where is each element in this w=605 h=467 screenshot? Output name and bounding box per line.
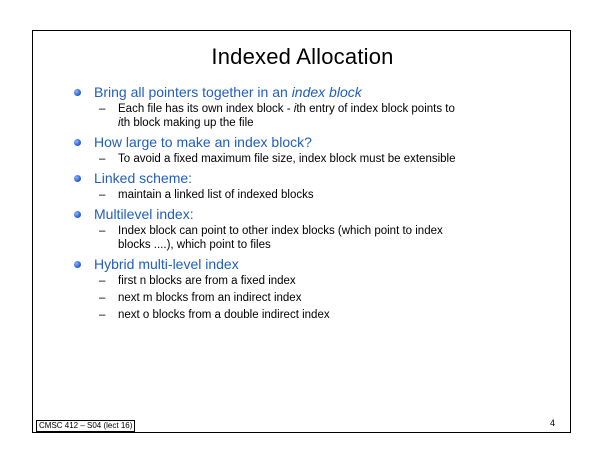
bullet-list bbox=[72, 83, 542, 325]
sub-list bbox=[72, 102, 542, 130]
slide-title: Indexed Allocation bbox=[211, 44, 394, 69]
sub-item-text: To avoid a fixed maximum file size, index block must be extensible bbox=[118, 153, 456, 165]
dash-icon: – bbox=[99, 189, 106, 201]
bullet-text: Hybrid multi-level index bbox=[94, 256, 239, 272]
sub-item bbox=[72, 152, 542, 166]
bullet-row bbox=[72, 83, 542, 102]
sub-item-text: first n blocks are from a fixed index bbox=[118, 275, 296, 287]
sub-text-line: blocks ....), which point to files bbox=[118, 239, 271, 251]
sub-text-part: th entry of index block points to bbox=[296, 103, 455, 115]
dash-icon: – bbox=[99, 103, 106, 115]
bullet-text: Linked scheme: bbox=[94, 170, 193, 186]
sub-text-italic: i bbox=[293, 103, 297, 115]
sub-text-part: Each file has its own index block - bbox=[118, 103, 294, 115]
sub-list bbox=[72, 152, 542, 166]
sub-list bbox=[72, 274, 542, 322]
bullet-text: Multilevel index: bbox=[94, 206, 194, 222]
bullet-text bbox=[94, 84, 362, 100]
sub-item-text: next o blocks from a double indirect index bbox=[118, 309, 330, 321]
dash-icon: – bbox=[99, 275, 106, 287]
bullet-row bbox=[72, 205, 542, 224]
dash-icon: – bbox=[99, 292, 106, 304]
sub-text-italic: i bbox=[118, 117, 121, 129]
page-number: 4 bbox=[549, 418, 555, 428]
bullet-item-index-block bbox=[72, 83, 542, 130]
dash-icon: – bbox=[99, 153, 106, 165]
sub-item bbox=[72, 274, 542, 288]
sub-list bbox=[72, 224, 542, 252]
sub-item bbox=[72, 188, 542, 202]
bullet-row bbox=[72, 133, 542, 152]
sub-item-text: next m blocks from an indirect index bbox=[118, 292, 302, 304]
sub-list bbox=[72, 188, 542, 202]
bullet-dot-icon bbox=[74, 175, 81, 182]
sub-item-text: maintain a linked list of indexed blocks bbox=[118, 189, 314, 201]
sub-item bbox=[72, 291, 542, 305]
bullet-text-prefix: Bring all pointers together in an bbox=[94, 84, 292, 100]
sub-text-part: th block making up the file bbox=[120, 117, 254, 129]
bullet-row bbox=[72, 255, 542, 274]
sub-item bbox=[72, 224, 542, 252]
sub-item-text bbox=[118, 225, 443, 251]
sub-item bbox=[72, 308, 542, 322]
bullet-dot-icon bbox=[74, 261, 81, 268]
slide-footer: CMSC 412 – S04 (lect 16) bbox=[36, 420, 135, 432]
bullet-row bbox=[72, 169, 542, 188]
bullet-dot-icon bbox=[74, 139, 81, 146]
bullet-text-emphasis: index block bbox=[291, 84, 362, 100]
bullet-text: How large to make an index block? bbox=[94, 134, 312, 150]
sub-item bbox=[72, 102, 542, 130]
sub-text-line: Index block can point to other index blocks (which point to index bbox=[118, 225, 443, 237]
sub-item-text bbox=[118, 103, 455, 129]
bullet-item-index-size bbox=[72, 133, 542, 166]
bullet-dot-icon bbox=[74, 211, 81, 218]
bullet-item-hybrid bbox=[72, 255, 542, 322]
dash-icon: – bbox=[99, 225, 106, 237]
bullet-dot-icon bbox=[74, 89, 81, 96]
bullet-item-multilevel bbox=[72, 205, 542, 252]
dash-icon: – bbox=[99, 309, 106, 321]
bullet-item-linked-scheme bbox=[72, 169, 542, 202]
